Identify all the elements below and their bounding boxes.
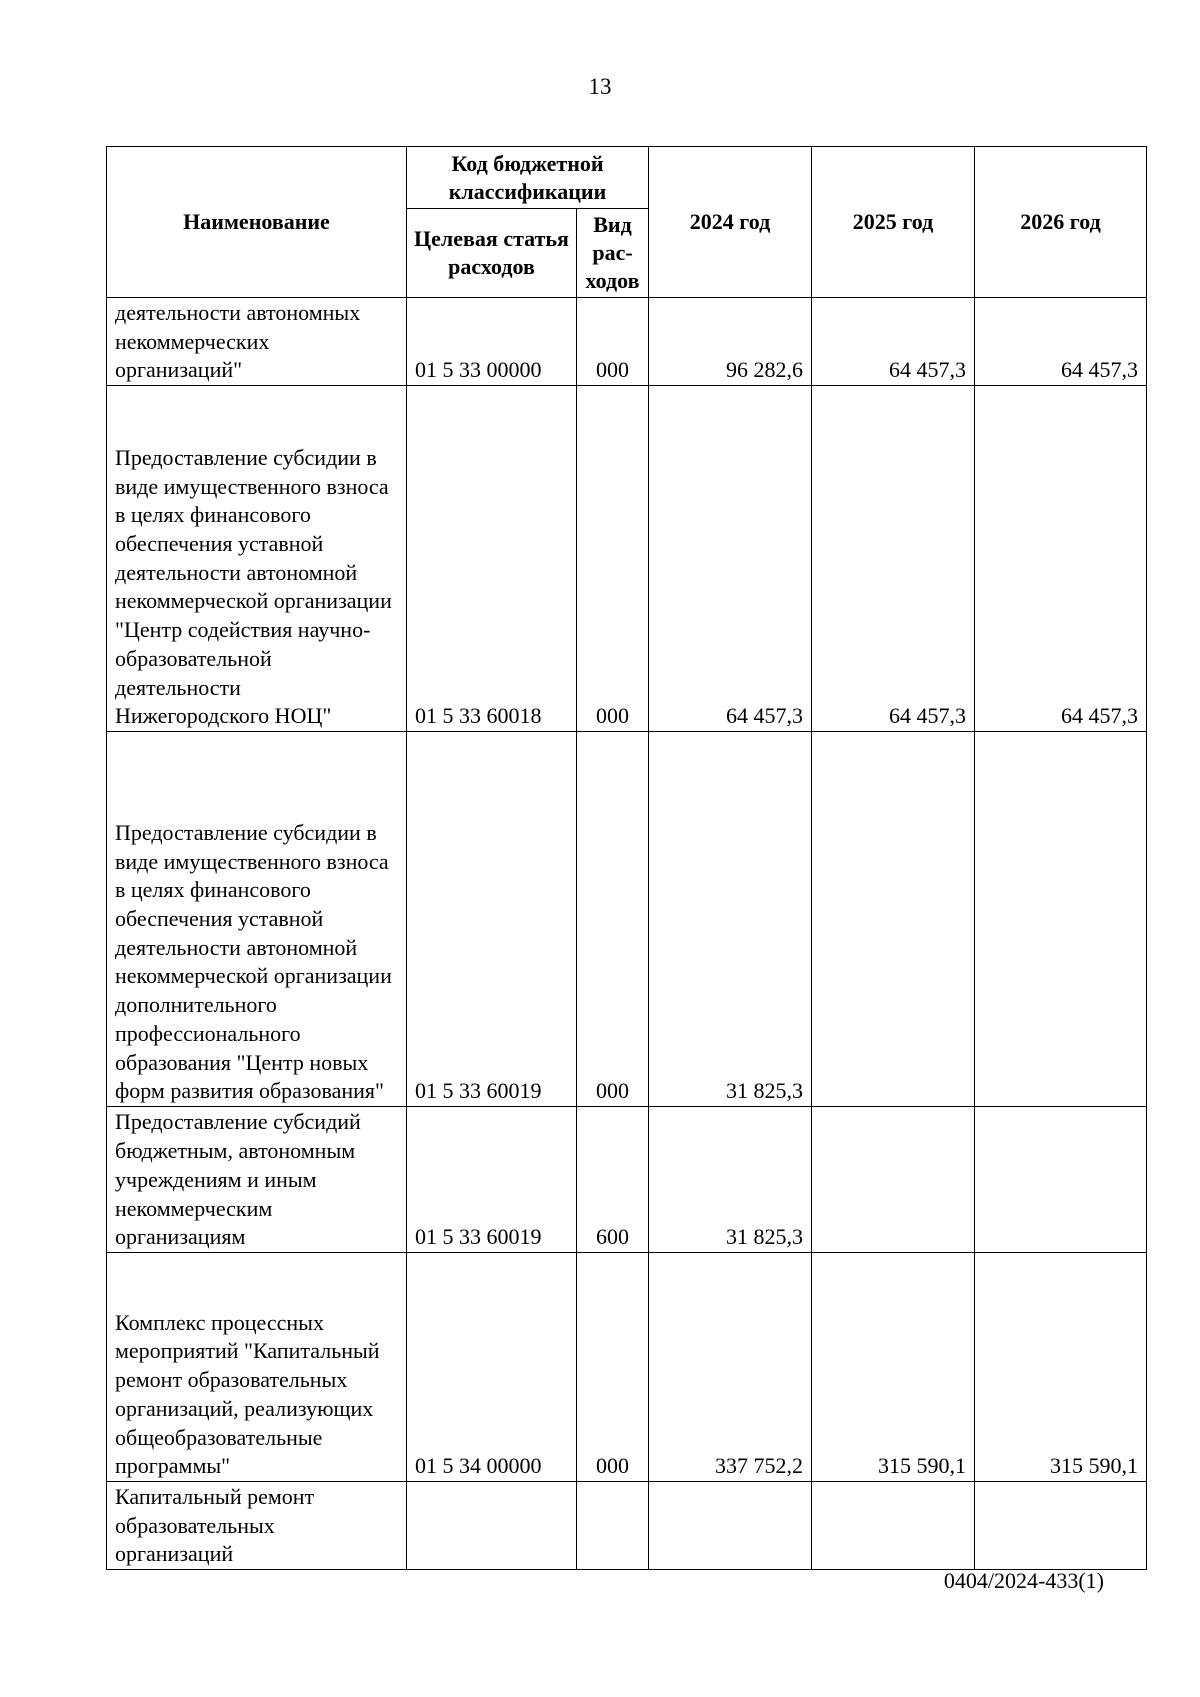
header-year-2025: 2025 год xyxy=(812,147,975,298)
header-target-article: Целевая статья расходов xyxy=(407,209,577,298)
table-row xyxy=(107,1253,1147,1482)
row-value-2025: 64 457,3 xyxy=(812,298,975,386)
table-row xyxy=(107,1482,1147,1570)
row-expense-type xyxy=(577,1482,649,1570)
table-row xyxy=(107,386,1147,732)
header-code-group: Код бюджетной классификации xyxy=(407,147,649,209)
row-name: Предоставление субсидий бюджетным, автономным учреждениям и иным некоммерческим организациям xyxy=(107,1107,407,1253)
row-name: Комплекс процессных мероприятий "Капитальный ремонт образовательных организаций, реализующих общеобразовательные программы" xyxy=(107,1253,407,1482)
page-number: 13 xyxy=(588,74,612,99)
row-value-2025 xyxy=(812,1482,975,1570)
row-name: Предоставление субсидии в виде имущественного взноса в целях финансового обеспечения уставной деятельности автономной некоммерческой организации "Центр содействия научно-образовательной деятельности Нижегородского НОЦ" xyxy=(107,386,407,732)
row-value-2026 xyxy=(975,732,1147,1107)
row-value-2026: 64 457,3 xyxy=(975,298,1147,386)
row-target-article xyxy=(407,1482,577,1570)
table-row xyxy=(107,1107,1147,1253)
row-name: Капитальный ремонт образовательных организаций xyxy=(107,1482,407,1570)
row-name: деятельности автономных некоммерческих организаций" xyxy=(107,298,407,386)
row-value-2026 xyxy=(975,1107,1147,1253)
row-name: Предоставление субсидии в виде имущественного взноса в целях финансового обеспечения уставной деятельности автономной некоммерческой организации дополнительного профессионального образования "Центр новых форм развития образования" xyxy=(107,732,407,1107)
row-expense-type: 000 xyxy=(577,298,649,386)
row-value-2024: 31 825,3 xyxy=(649,1107,812,1253)
row-target-article: 01 5 33 00000 xyxy=(407,298,577,386)
row-value-2026 xyxy=(975,1482,1147,1570)
row-value-2025 xyxy=(812,1107,975,1253)
row-expense-type: 000 xyxy=(577,386,649,732)
row-value-2026: 315 590,1 xyxy=(975,1253,1147,1482)
row-value-2025: 315 590,1 xyxy=(812,1253,975,1482)
row-target-article: 01 5 34 00000 xyxy=(407,1253,577,1482)
header-name: Наименование xyxy=(107,147,407,298)
row-target-article: 01 5 33 60018 xyxy=(407,386,577,732)
row-value-2024: 337 752,2 xyxy=(649,1253,812,1482)
header-expense-type: Вид рас-ходов xyxy=(577,209,649,298)
budget-table xyxy=(106,146,1147,1570)
row-value-2024: 64 457,3 xyxy=(649,386,812,732)
table-row xyxy=(107,298,1147,386)
row-expense-type: 000 xyxy=(577,732,649,1107)
row-value-2025: 64 457,3 xyxy=(812,386,975,732)
header-year-2026: 2026 год xyxy=(975,147,1147,298)
document-registration-code: 0404/2024-433(1) xyxy=(943,1568,1104,1593)
row-expense-type: 600 xyxy=(577,1107,649,1253)
row-value-2024 xyxy=(649,1482,812,1570)
row-target-article: 01 5 33 60019 xyxy=(407,732,577,1107)
row-target-article: 01 5 33 60019 xyxy=(407,1107,577,1253)
row-value-2024: 31 825,3 xyxy=(649,732,812,1107)
row-value-2025 xyxy=(812,732,975,1107)
header-year-2024: 2024 год xyxy=(649,147,812,298)
row-value-2024: 96 282,6 xyxy=(649,298,812,386)
row-expense-type: 000 xyxy=(577,1253,649,1482)
row-value-2026: 64 457,3 xyxy=(975,386,1147,732)
table-row xyxy=(107,732,1147,1107)
